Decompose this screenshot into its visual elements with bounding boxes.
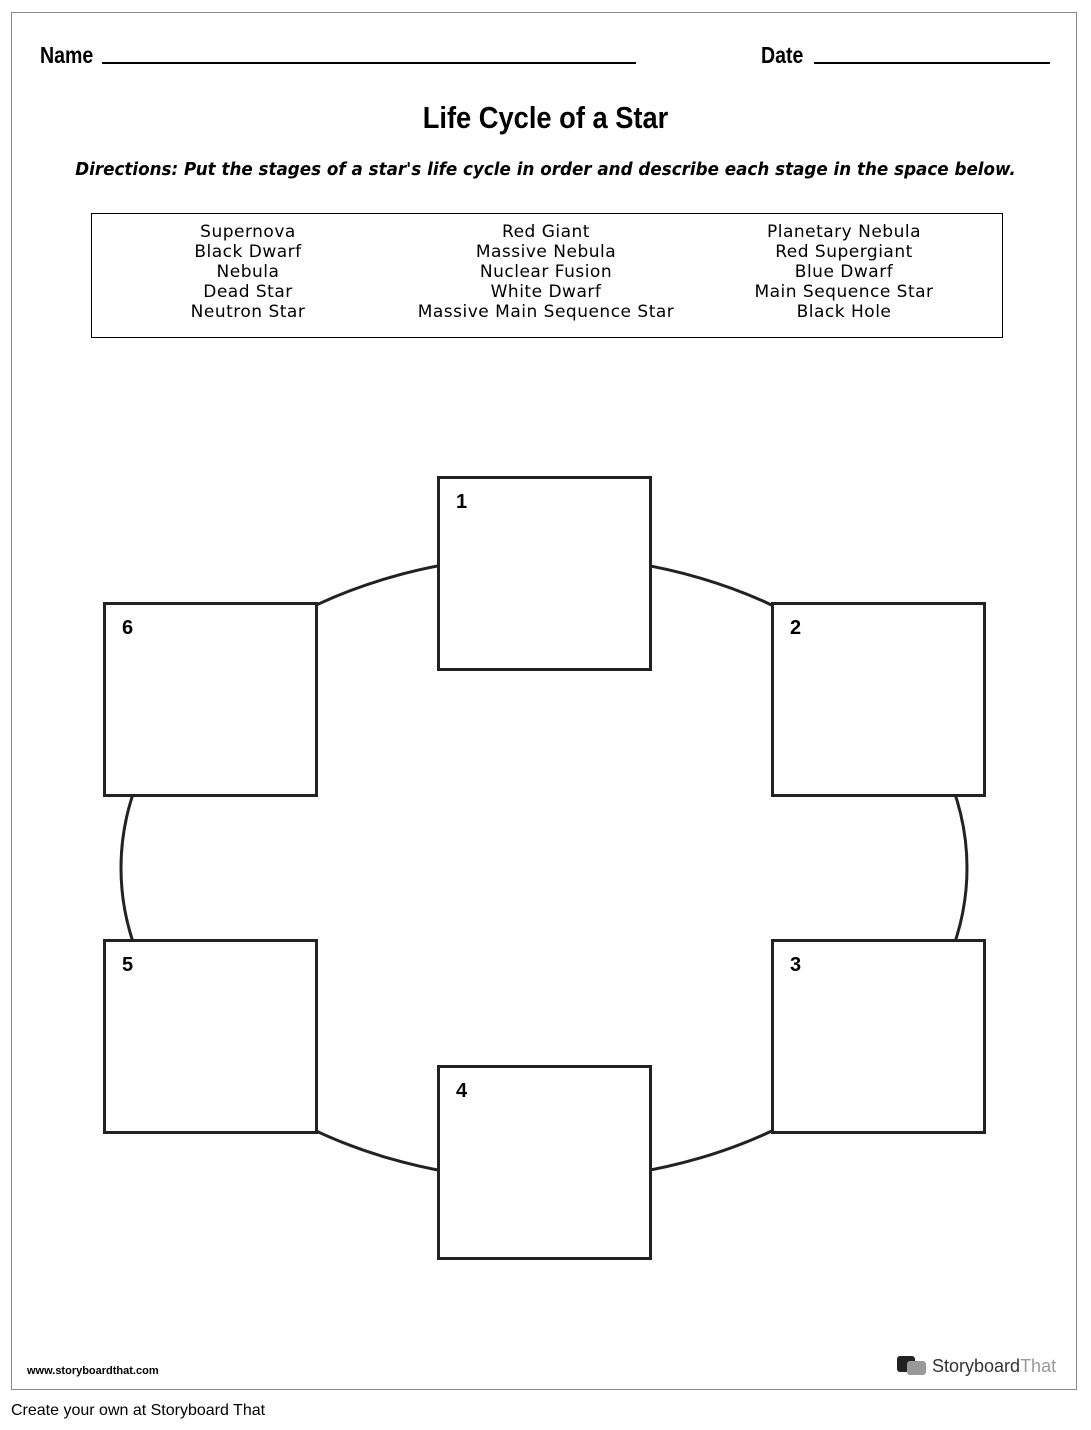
stage-box-6[interactable] [103,602,318,797]
word: Neutron Star [190,302,306,322]
stage-box-3[interactable] [771,939,986,1134]
storyboardthat-logo [896,1354,1056,1378]
word: Massive Main Sequence Star [417,302,675,322]
directions: Directions: Put the stages of a star's life cycle in order and describe each stage in the space below. [75,159,1016,180]
box-number: 4 [456,1080,468,1102]
name-label: Name [40,42,94,68]
word: Massive Nebula [475,242,617,262]
word: Dead Star [203,282,293,302]
logo-text: Storyboard [932,1355,1021,1376]
stage-box-1[interactable] [437,476,652,671]
word: Blue Dwarf [794,262,894,282]
box-number: 1 [456,491,468,513]
word: Nuclear Fusion [479,262,613,282]
stage-box-4[interactable] [437,1065,652,1260]
date-label: Date [761,42,804,68]
word: Red Supergiant [775,242,913,262]
word: Planetary Nebula [766,222,922,242]
word: White Dwarf [490,282,602,302]
word: Nebula [216,262,280,282]
footer-url[interactable]: www.storyboardthat.com [27,1365,159,1377]
box-number: 6 [122,617,134,639]
create-your-own-link[interactable]: Create your own at Storyboard That [11,1402,266,1419]
box-number: 5 [122,954,134,976]
box-number: 2 [790,617,802,639]
word: Black Hole [796,302,892,322]
speech-bubbles-icon [896,1354,928,1378]
word: Red Giant [502,222,590,242]
stage-box-5[interactable] [103,939,318,1134]
word: Main Sequence Star [754,282,934,302]
word: Black Dwarf [194,242,302,262]
page-title: Life Cycle of a Star [422,100,669,135]
stage-box-2[interactable] [771,602,986,797]
word: Supernova [200,222,296,242]
logo-text-light: That [1020,1355,1057,1376]
box-number: 3 [790,954,802,976]
